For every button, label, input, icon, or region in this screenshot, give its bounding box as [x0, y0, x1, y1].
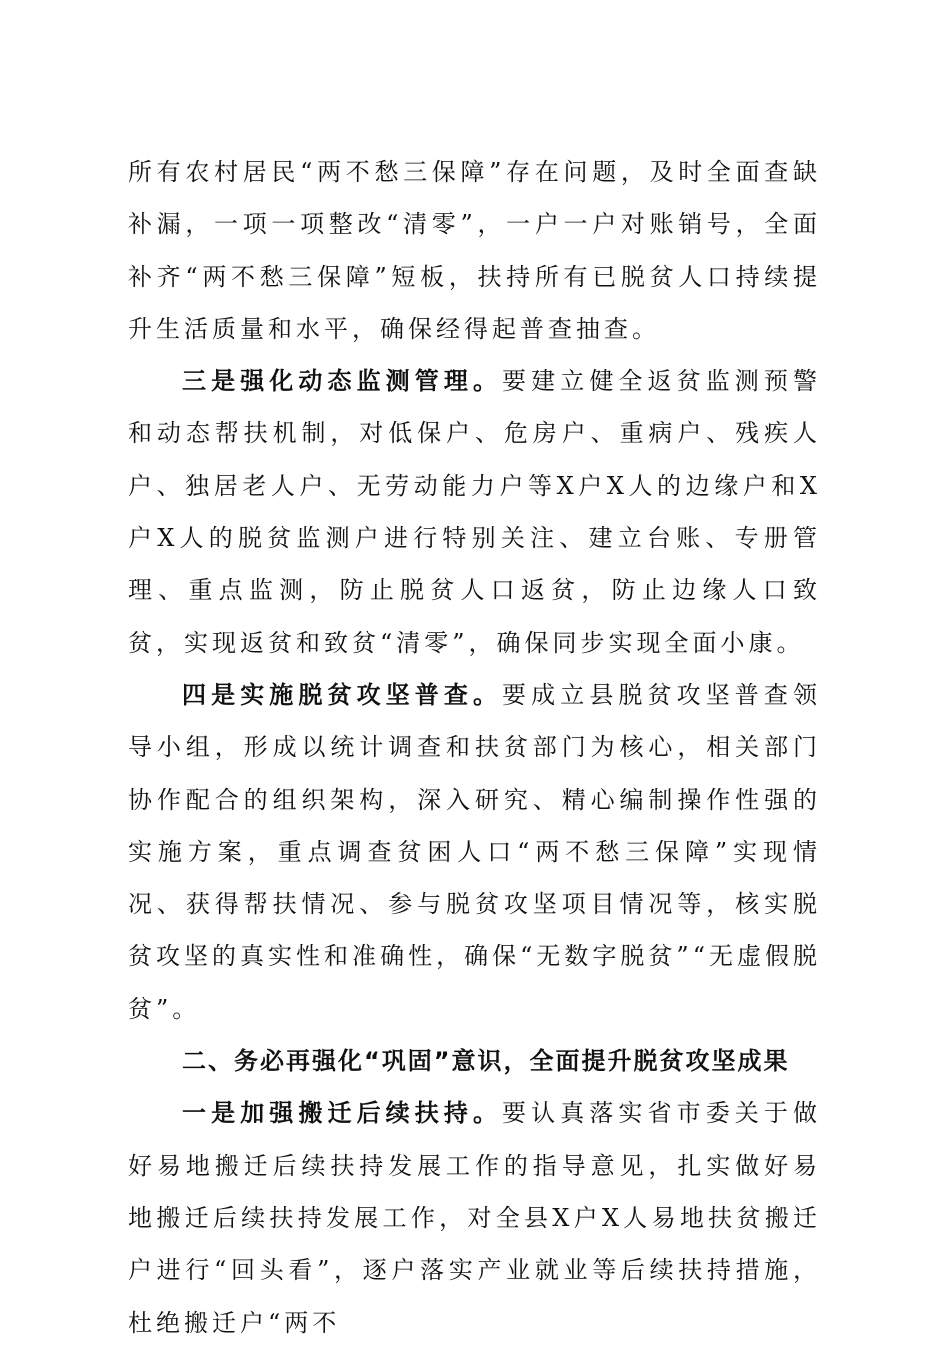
- paragraph-point-3: [128, 355, 821, 669]
- section-heading: 二、务必再强化“巩固”意识，全面提升脱贫攻坚成果: [182, 1047, 790, 1076]
- point-1-lead: 一是加强搬迁后续扶持。: [182, 1099, 503, 1128]
- paragraph-point-4: [128, 669, 821, 1035]
- point-3-lead: 三是强化动态监测管理。: [182, 367, 503, 396]
- point-4-lead: 四是实施脱贫攻坚普查。: [182, 680, 503, 709]
- document-page: [128, 146, 821, 1349]
- point-3-body: 要建立健全返贫监测预警和动态帮扶机制，对低保户、危房户、重病户、残疾人户、独居老人户、无劳动能力户等X户X人的边缘户和X户X人的脱贫监测户进行特别关注、建立台账、专册管理、重点监测，防止脱贫人口返贫，防止边缘人口致贫，实现返贫和致贫“清零”，确保同步实现全面小康。: [128, 367, 821, 657]
- point-4-body: 要成立县脱贫攻坚普查领导小组，形成以统计调查和扶贫部门为核心，相关部门协作配合的组织架构，深入研究、精心编制操作性强的实施方案，重点调查贫困人口“两不愁三保障”实现情况、获得帮扶情况、参与脱贫攻坚项目情况等，核实脱贫攻坚的真实性和准确性，确保“无数字脱贫”“无虚假脱贫”。: [128, 680, 821, 1023]
- paragraph-continuation: 所有农村居民“两不愁三保障”存在问题，及时全面查缺补漏，一项一项整改“清零”，一户一户对账销号，全面补齐“两不愁三保障”短板，扶持所有已脱贫人口持续提升生活质量和水平，确保经得起普查抽查。: [128, 158, 821, 343]
- paragraph-point-1: [128, 1087, 821, 1348]
- point-1-body: 要认真落实省市委关于做好易地搬迁后续扶持发展工作的指导意见，扎实做好易地搬迁后续扶持发展工作，对全县X户X人易地扶贫搬迁户进行“回头看”，逐户落实产业就业等后续扶持措施，杜绝搬迁户“两不: [128, 1099, 821, 1337]
